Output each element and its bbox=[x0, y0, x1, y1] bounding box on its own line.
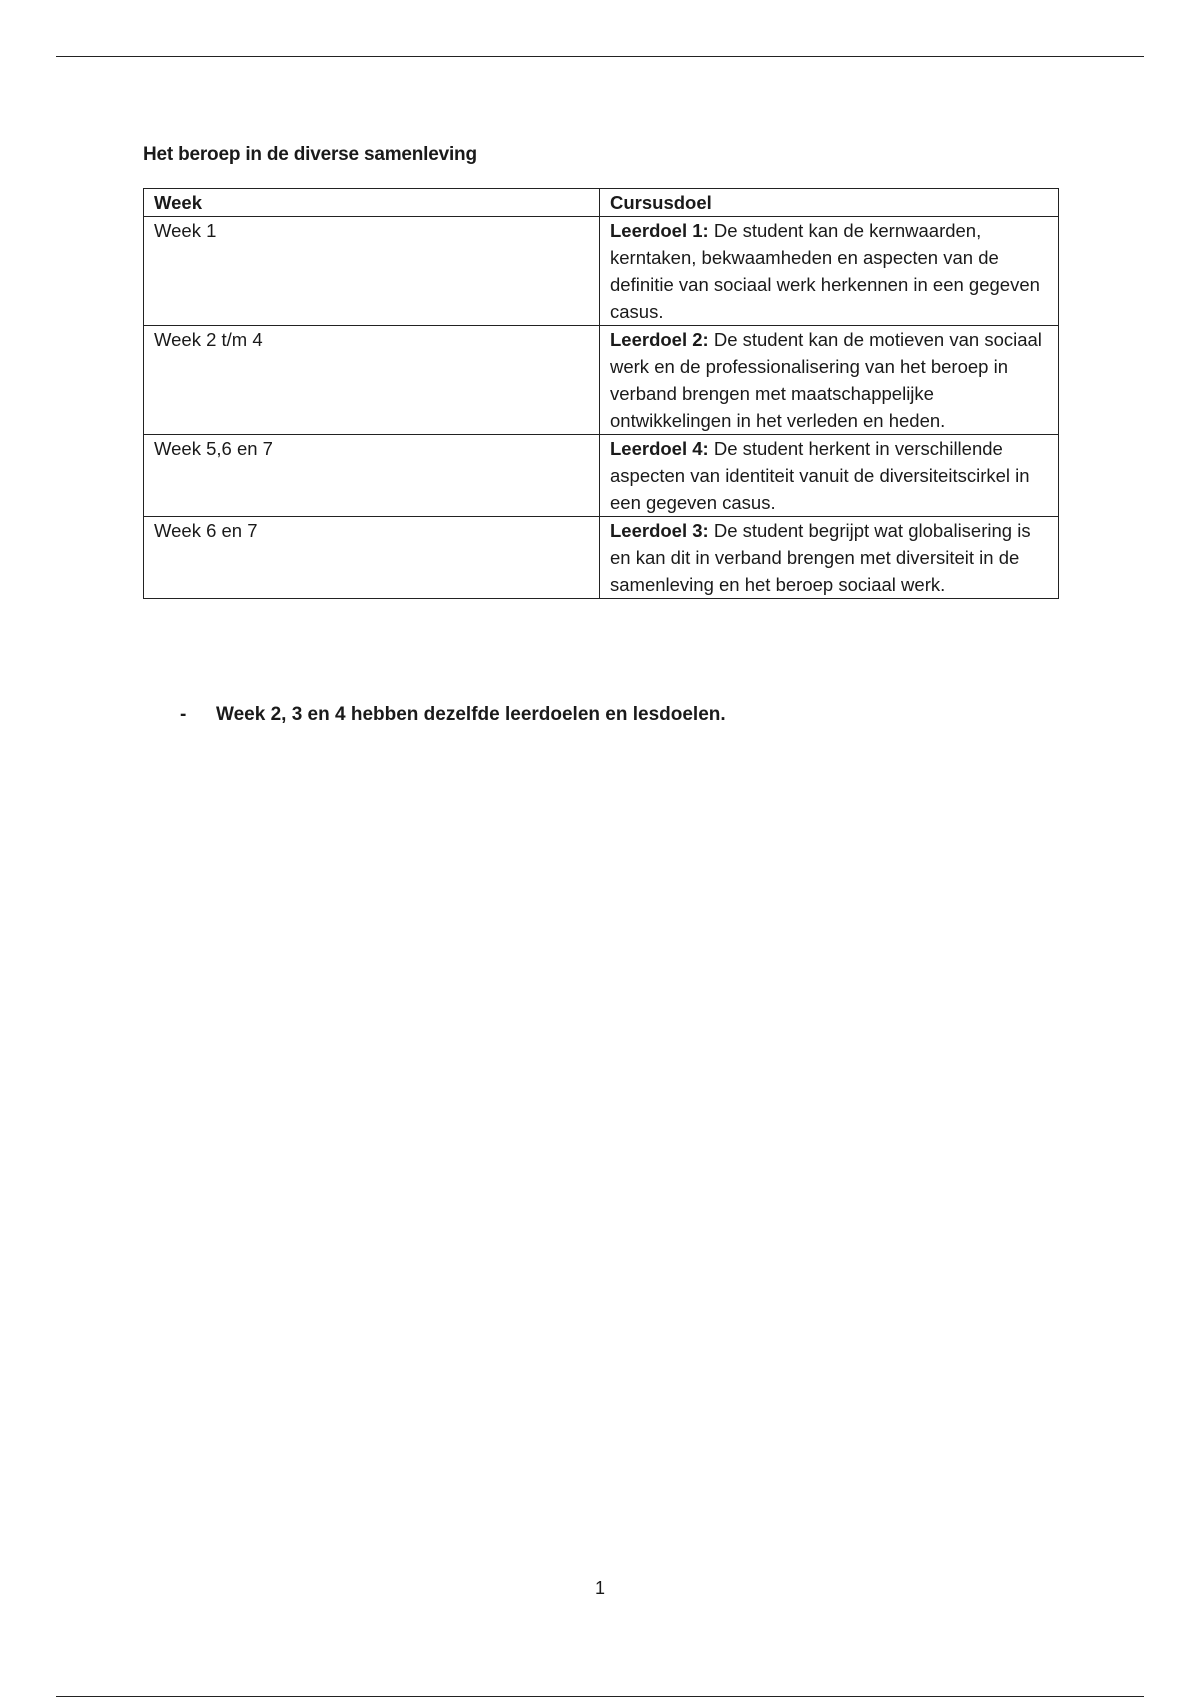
goal-label: Leerdoel 2: bbox=[610, 329, 709, 350]
page-number: 1 bbox=[594, 1578, 605, 1598]
course-goals-table bbox=[143, 188, 1059, 599]
goal-cell bbox=[600, 217, 1059, 326]
bullet-note bbox=[180, 704, 726, 726]
week-cell: Week 2 t/m 4 bbox=[144, 326, 600, 435]
table-row bbox=[144, 517, 1059, 599]
bullet-marker: - bbox=[180, 704, 187, 725]
goal-cell bbox=[600, 435, 1059, 517]
goal-text: De student herkent in verschillende aspecten van identiteit vanuit de diversiteitscirkel in een gegeven casus. bbox=[610, 438, 1030, 513]
header-rule bbox=[56, 56, 1144, 57]
goal-cell bbox=[600, 517, 1059, 599]
table-row bbox=[144, 435, 1059, 517]
week-cell: Week 5,6 en 7 bbox=[144, 435, 600, 517]
bullet-text: Week 2, 3 en 4 hebben dezelfde leerdoelen en lesdoelen. bbox=[216, 704, 726, 725]
week-cell: Week 1 bbox=[144, 217, 600, 326]
table-row bbox=[144, 217, 1059, 326]
column-header-week: Week bbox=[144, 189, 600, 217]
column-header-cursusdoel: Cursusdoel bbox=[600, 189, 1059, 217]
goal-label: Leerdoel 3: bbox=[610, 520, 709, 541]
table-header-row bbox=[144, 189, 1059, 217]
goal-text: De student kan de kernwaarden, kerntaken, bekwaamheden en aspecten van de definitie van sociaal werk herkennen in een gegeven casus. bbox=[610, 220, 1040, 322]
goal-cell bbox=[600, 326, 1059, 435]
goal-text: De student begrijpt wat globalisering is en kan dit in verband brengen met diversiteit in de samenleving en het beroep sociaal werk. bbox=[610, 520, 1031, 595]
goal-text: De student kan de motieven van sociaal werk en de professionalisering van het beroep in verband brengen met maatschappelijke ontwikkelingen in het verleden en heden. bbox=[610, 329, 1042, 431]
goal-label: Leerdoel 1: bbox=[610, 220, 709, 241]
week-cell: Week 6 en 7 bbox=[144, 517, 600, 599]
table-row bbox=[144, 326, 1059, 435]
footer-rule bbox=[56, 1696, 1144, 1697]
goal-label: Leerdoel 4: bbox=[610, 438, 709, 459]
document-title: Het beroep in de diverse samenleving bbox=[143, 144, 477, 165]
